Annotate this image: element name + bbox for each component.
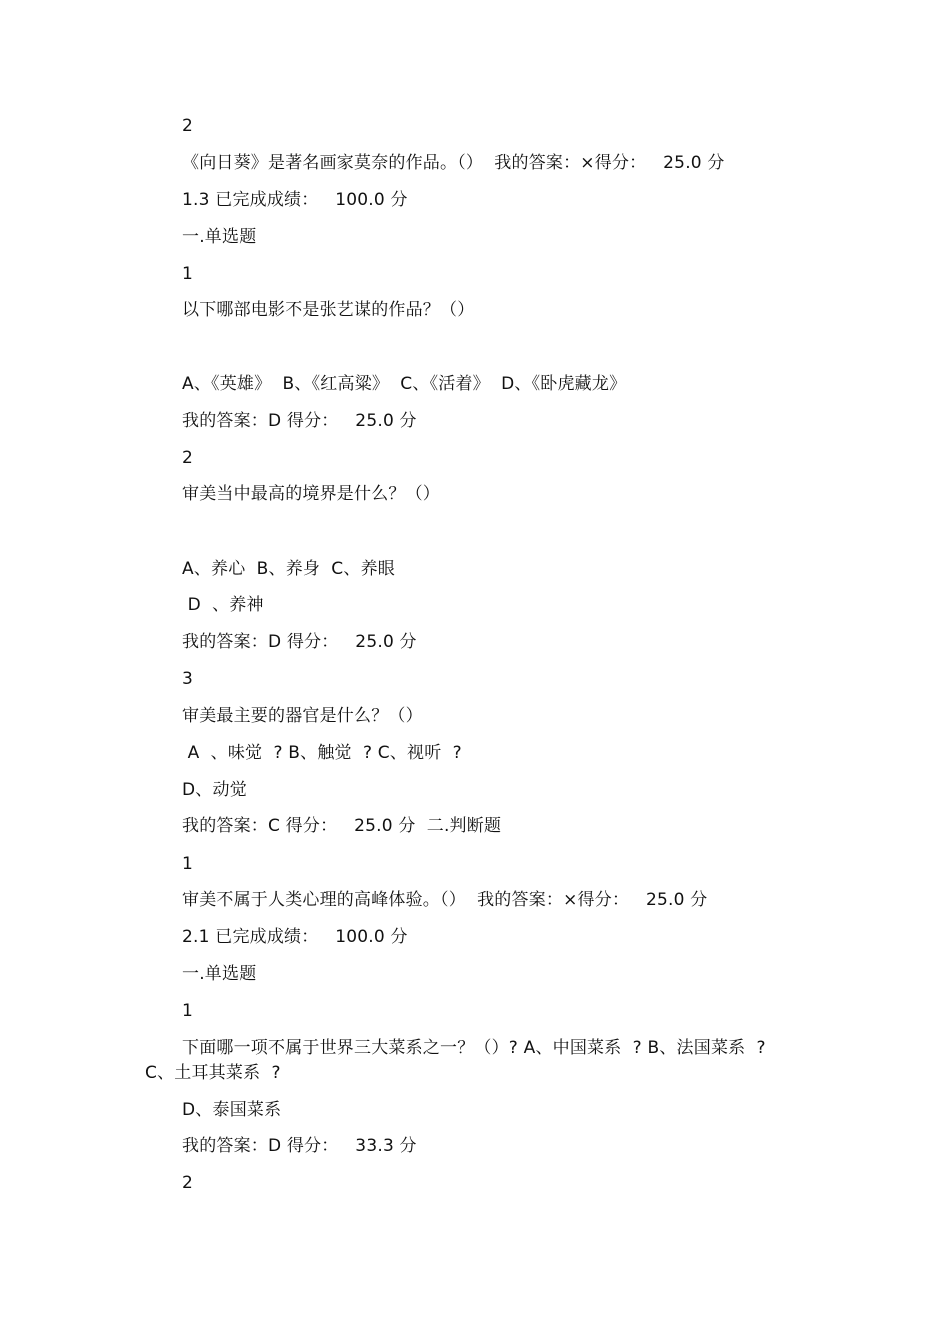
question-text: 以下哪部电影不是张艺谋的作品？（） [182, 300, 475, 320]
answer-score-line: 我的答案：D 得分： 25.0 分 [182, 632, 417, 652]
section-heading: 一.单选题 [182, 964, 257, 984]
section-heading: 一.单选题 [182, 227, 257, 247]
question-number: 1 [182, 1001, 194, 1021]
question-number: 2 [182, 448, 194, 468]
answer-score-line: 我的答案：D 得分： 33.3 分 [182, 1136, 417, 1156]
answer-options: A、养心 B、养身 C、养眼 [182, 559, 395, 579]
answer-options: A 、味觉 ? B、触觉 ? C、视听 ? [182, 743, 462, 763]
question-number: 1 [182, 264, 194, 284]
answer-score-and-section-heading: 我的答案：C 得分： 25.0 分 二.判断题 [182, 816, 502, 836]
question-number: 3 [182, 669, 194, 689]
question-text: 审美最主要的器官是什么？（） [182, 706, 423, 726]
question-text-with-options: 下面哪一项不属于世界三大菜系之一？（）? A、中国菜系 ? B、法国菜系 ? [182, 1038, 766, 1058]
answer-option-c: C、土耳其菜系 ? [145, 1063, 281, 1083]
question-number: 1 [182, 854, 194, 874]
section-score-line: 1.3 已完成成绩： 100.0 分 [182, 190, 408, 210]
answer-option-d: D、泰国菜系 [182, 1100, 282, 1120]
answer-option-d: D、动觉 [182, 780, 247, 800]
judgment-question-answer-line: 审美不属于人类心理的高峰体验。（） 我的答案：×得分： 25.0 分 [182, 890, 708, 910]
answer-option-d: D 、养神 [182, 595, 264, 615]
answer-score-line: 我的答案：D 得分： 25.0 分 [182, 411, 417, 431]
question-text: 审美当中最高的境界是什么？（） [182, 484, 440, 504]
answer-options: A、《英雄》 B、《红高粱》 C、《活着》 D、《卧虎藏龙》 [182, 374, 627, 394]
question-number: 2 [182, 116, 194, 136]
question-number: 2 [182, 1173, 194, 1193]
judgment-question-answer-line: 《向日葵》是著名画家莫奈的作品。（） 我的答案：×得分： 25.0 分 [182, 153, 725, 173]
section-score-line: 2.1 已完成成绩： 100.0 分 [182, 927, 408, 947]
